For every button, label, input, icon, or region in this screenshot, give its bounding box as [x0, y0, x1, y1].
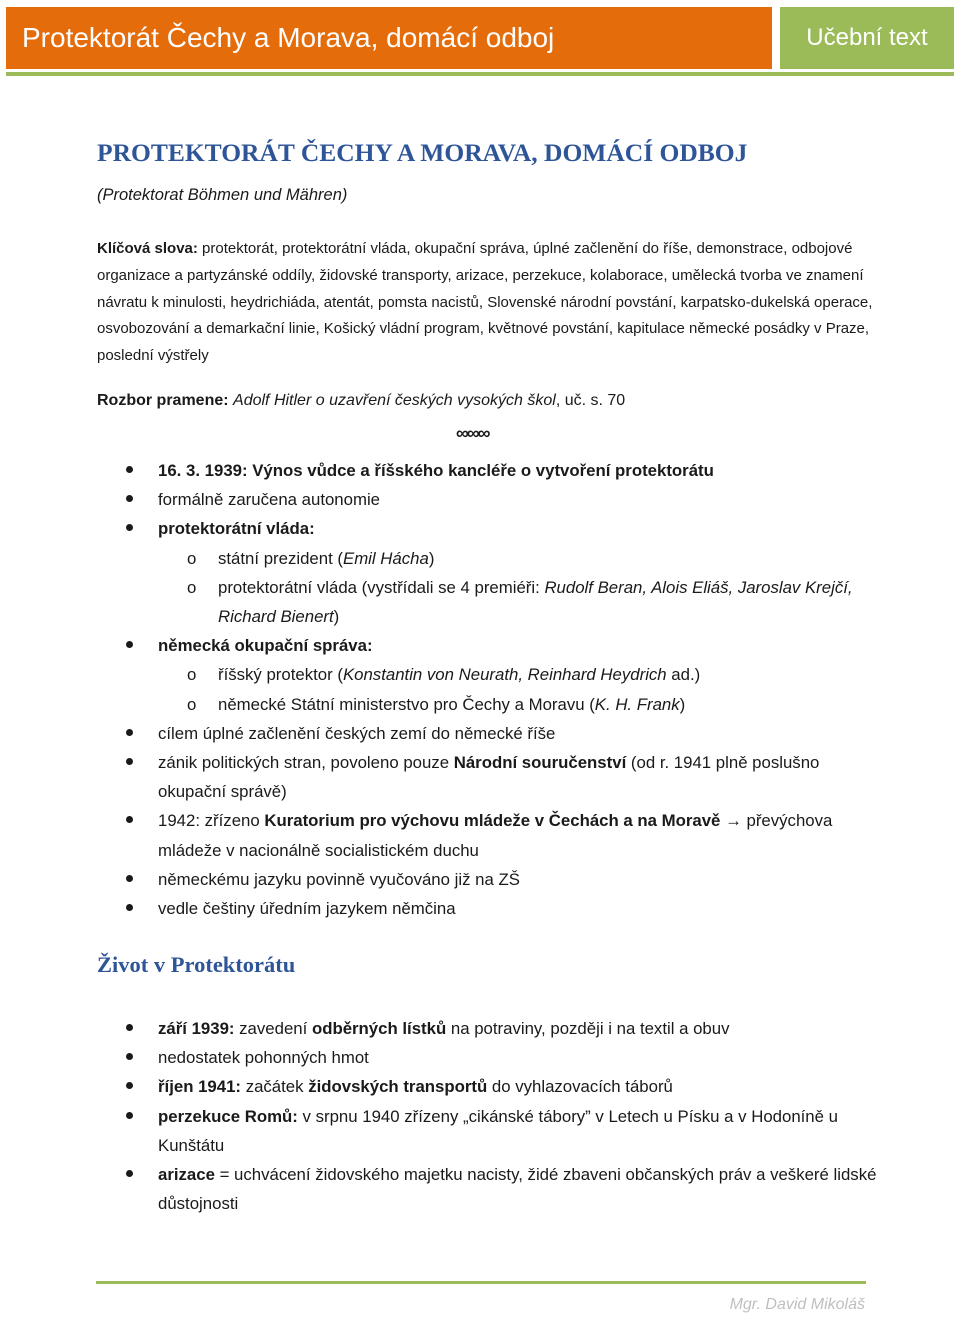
sub-bullet-marker: o	[187, 694, 197, 714]
sub-list-item	[158, 544, 878, 573]
sub-bullet-marker: o	[187, 577, 197, 597]
list-item	[158, 748, 878, 806]
sub-list-text: )	[428, 548, 435, 568]
header-title: Protektorát Čechy a Morava, domácí odboj	[6, 7, 772, 69]
list-item-text: 16. 3. 1939: Výnos vůdce a říšského kancléře o vytvoření protektorátu	[158, 461, 714, 480]
list-item	[158, 1072, 878, 1101]
list-item-text: cílem úplné začlenění českých zemí do německé říše	[158, 723, 556, 743]
section-heading: Život v Protektorátu	[97, 952, 296, 977]
list-item	[158, 719, 878, 748]
sub-list-text: protektorátní vláda (vystřídali se 4 premiéři:	[218, 577, 545, 597]
list-item-text: do vyhlazovacích táborů	[487, 1077, 673, 1097]
list-item-bold: odběrných lístků	[311, 1019, 447, 1038]
list-item-text: → převýchova mládeže v nacionálně socialistickém duchu	[158, 811, 833, 860]
list-item	[158, 894, 878, 923]
list-item-bold: židovských transportů	[308, 1077, 488, 1097]
page-subtitle: (Protektorat Böhmen und Mähren)	[97, 186, 348, 204]
list-item-text: vedle češtiny úředním jazykem němčina	[158, 899, 456, 919]
list-item-text: = uchvácení židovského majetku nacisty, židé zbaveni občanských práv a veškeré lidské důstojnosti	[158, 1165, 877, 1214]
list-item-bold: říjen 1941:	[158, 1077, 242, 1097]
person-names: Konstantin von Neurath, Reinhard Heydrich	[342, 665, 667, 685]
sub-list-item	[158, 690, 878, 719]
list-item-text: na potraviny, později i na textil a obuv	[446, 1019, 730, 1038]
sub-list-item	[158, 573, 878, 631]
list-item-text: protektorátní vláda:	[158, 519, 315, 539]
sub-list-text: ad.)	[666, 665, 701, 685]
list-item-bold: arizace	[158, 1165, 215, 1185]
list-item	[158, 514, 878, 543]
list-item	[158, 1043, 878, 1072]
list-item-text: 1942: zřízeno	[158, 811, 265, 831]
header-badge: Učební text	[780, 7, 954, 69]
sub-list-text: )	[333, 607, 340, 627]
list-item-text: (od r. 1941 plně poslušno okupační správě)	[158, 753, 820, 802]
person-name: K. H. Frank	[594, 694, 680, 714]
footer-author: Mgr. David Mikoláš	[729, 1296, 865, 1313]
list-item-text: zavedení	[234, 1019, 312, 1038]
keywords-label: Klíčová slova:	[97, 240, 198, 257]
list-item-text: německá okupační správa:	[158, 636, 373, 656]
list-item-bold: září 1939:	[158, 1019, 235, 1038]
footer-divider	[96, 1281, 866, 1284]
list-item	[158, 456, 878, 485]
source-label: Rozbor pramene:	[97, 392, 229, 409]
source-line	[97, 392, 625, 410]
life-bullet-list	[158, 1014, 878, 1218]
keywords-text: protektorát, protektorátní vláda, okupační správa, úplné začlenění do říše, demonstrace, odbojové organizace a partyzánské oddíly, židovské transporty, arizace, perzekuce, kolaborace, umělecká tvorba ve znamení návratu k minulosti, heydrichiáda, atentát, pomsta nacistů, Slovenské národní povstání, karpatsko-dukelská operace, osvobozování a demarkační linie, Košický vládní program, květnové povstání, kapitulace německé posádky v Praze, poslední výstřely	[97, 240, 873, 365]
list-item-text: nedostatek pohonných hmot	[158, 1048, 369, 1068]
list-item	[158, 1102, 878, 1160]
list-item-bold: perzekuce Romů:	[158, 1106, 298, 1126]
page-title: PROTEKTORÁT ČECHY A MORAVA, DOMÁCÍ ODBOJ	[97, 138, 748, 167]
list-item	[158, 1160, 878, 1218]
source-ref: , uč. s. 70	[555, 392, 626, 409]
main-bullet-list	[158, 456, 878, 923]
list-item-text: začátek	[241, 1077, 309, 1097]
list-item	[158, 865, 878, 894]
person-names: Rudolf Beran, Alois Eliáš, Jaroslav Krejčí, Richard Bienert	[218, 577, 853, 627]
sub-list-text: )	[679, 694, 686, 714]
list-item-text: německému jazyku povinně vyučováno již na ZŠ	[158, 869, 520, 889]
list-item	[158, 485, 878, 514]
list-item	[158, 631, 878, 660]
list-item-text: formálně zaručena autonomie	[158, 490, 381, 510]
sub-list-item	[158, 660, 878, 689]
section-separator: ∞∞∞	[456, 423, 489, 443]
sub-list-text: státní prezident (	[218, 548, 343, 568]
person-name: Emil Hácha	[343, 548, 429, 568]
list-item-bold: Národní souručenství	[453, 753, 627, 773]
header-divider	[6, 72, 954, 76]
list-item-text: v srpnu 1940 zřízeny „cikánské tábory” v Letech u Písku a v Hodoníně u Kunštátu	[158, 1106, 838, 1155]
sub-list-text: říšský protektor (	[218, 665, 343, 685]
sub-bullet-marker: o	[187, 548, 197, 568]
sub-list-text: německé Státní ministerstvo pro Čechy a Moravu (	[218, 694, 595, 714]
keywords-paragraph	[97, 236, 887, 370]
source-title: Adolf Hitler o uzavření českých vysokých škol	[233, 392, 556, 409]
list-item	[158, 1014, 878, 1043]
list-item	[158, 806, 878, 864]
list-item-text: zánik politických stran, povoleno pouze	[158, 753, 454, 773]
sub-bullet-marker: o	[187, 665, 197, 685]
list-item-bold: Kuratorium pro výchovu mládeže v Čechách a na Moravě	[264, 811, 721, 831]
